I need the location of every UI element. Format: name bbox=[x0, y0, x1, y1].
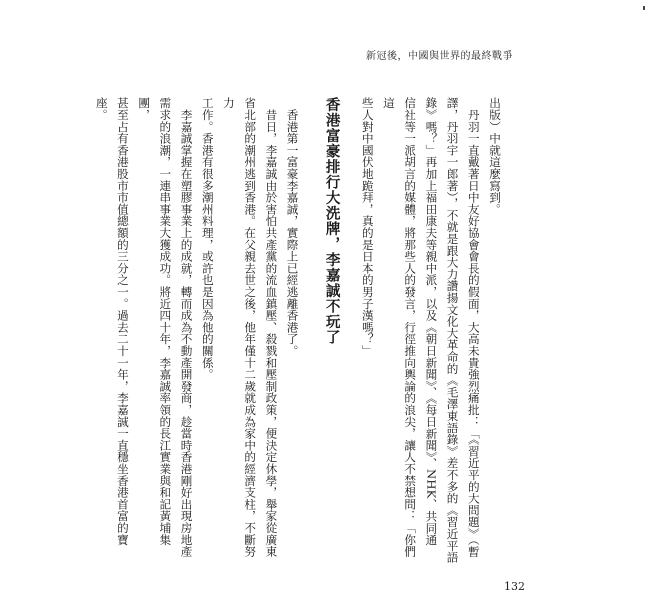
text-column: 出版）中就這麼寫到。 bbox=[488, 97, 502, 215]
vertical-text-block bbox=[94, 97, 505, 567]
corner-mark bbox=[643, 6, 645, 10]
text-column: 譯，丹羽宇一郎著），不就是跟大力讚揚文化大革命的《毛澤東語錄》差不多的《習近平語 bbox=[445, 97, 460, 564]
text-column: 工作。香港有很多潮州料理，或許也是因為他的關係。 bbox=[200, 97, 215, 381]
running-header: 新冠後，中國與世界的最終戰爭 bbox=[366, 51, 513, 62]
text-column: 甚至占有香港股市市值總額的三分之一。過去二十一年，李嘉誠一直穩坐香港首富的寶座。 bbox=[94, 97, 130, 546]
text-column: 香港第一富豪李嘉誠，實際上已經逃離香港了。 bbox=[285, 97, 300, 357]
text-column: 丹羽一直戴著日中友好協會會長的假面，大高未貴強烈痛批：「《習近平的大問題》（暫 bbox=[466, 97, 481, 558]
page-number: 132 bbox=[504, 580, 525, 593]
text-column: 昔日，李嘉誠由於害怕共產黨的流血鎮壓、殺戮和壓制政策，便決定休學，舉家從廣東 bbox=[264, 97, 279, 558]
text-column: 省北部的潮州逃到香港。在父親去世之後，他年僅十二歲就成為家中的經濟支柱，不斷努力 bbox=[221, 97, 258, 558]
text-column: 信社等一派胡言的媒體，將那些人的發言，行徑推向輿論的浪尖，讓人不禁想問：「你們這 bbox=[381, 97, 418, 558]
text-column: 錄》嗎？」再加上福田康夫等親中派，以及《朝日新聞》、《每日新聞》、NHK、共同通 bbox=[424, 97, 439, 546]
section-heading: 香港富豪排行大洗牌，李嘉誠不玩了 bbox=[323, 97, 341, 345]
text-column: 需求的浪潮，一連串事業大獲成功。將近四十年，李嘉誠率領的長江實業與和記黃埔集團， bbox=[137, 97, 173, 546]
text-column: 些人對中國伏地跪拜，真的是日本的男子漢嗎？」 bbox=[360, 97, 375, 357]
text-column: 李嘉誠掌握在塑膠事業上的成就，轉而成為不動產開發商，趁當時香港剛好出現房地產 bbox=[179, 97, 194, 558]
